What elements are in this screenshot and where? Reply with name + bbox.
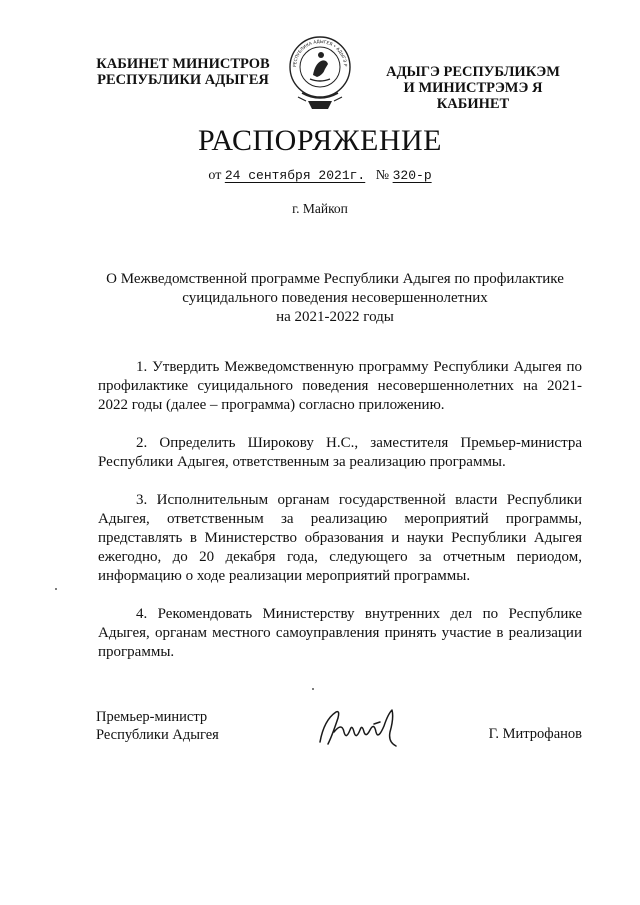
subject-line: на 2021-2022 годы: [276, 309, 394, 325]
date-number-line: [0, 168, 640, 184]
position-line: Премьер-министр: [96, 709, 208, 725]
city-line: г. Майкоп: [292, 201, 348, 216]
document-subject: [100, 270, 570, 327]
issuer-header-adyghe: [366, 64, 580, 112]
scan-speck: [312, 688, 314, 690]
issuer-line: И МИНИСТРЭМЭ Я КАБИНЕТ: [403, 80, 543, 112]
coat-of-arms-icon: [284, 31, 356, 117]
issuer-line: РЕСПУБЛИКИ АДЫГЕЯ: [97, 72, 269, 88]
paragraph-2: 2. Определить Широкову Н.С., заместителя Премьер-министра Республики Адыгея, ответственным за реализацию программы.: [98, 435, 582, 470]
signatory-position: [96, 708, 296, 744]
paragraph-1: 1. Утвердить Межведомственную программу Республики Адыгея по профилактике суицидального поведения несовершеннолетних на 2021-2022 годы (далее – программа) согласно приложению.: [98, 359, 582, 413]
subject-line: суицидального поведения несовершеннолетних: [182, 290, 488, 306]
signatory-name: Г. Митрофанов: [488, 726, 582, 742]
document-date: 24 сентября 2021г.: [224, 168, 366, 183]
issuer-line: КАБИНЕТ МИНИСТРОВ: [96, 56, 270, 72]
document-body: [98, 358, 582, 681]
position-line: Республики Адыгея: [96, 727, 219, 743]
document-title: РАСПОРЯЖЕНИЕ: [197, 124, 443, 157]
issuer-header-russian: [92, 56, 274, 88]
paragraph-4: 4. Рекомендовать Министерству внутренних дел по Республике Адыгея, органам местного самоуправления принять участие в реализации программы.: [98, 606, 582, 660]
date-prefix: от: [208, 168, 222, 183]
issuer-line: АДЫГЭ РЕСПУБЛИКЭМ: [386, 64, 560, 80]
subject-line: О Межведомственной программе Республики Адыгея по профилактике: [106, 271, 564, 287]
number-label: №: [375, 168, 390, 183]
handwritten-signature: [314, 702, 410, 750]
scan-speck: [55, 588, 57, 590]
document-number: 320-р: [392, 168, 432, 183]
emblem-ring-text: РЕСПУБЛИКА АДЫГЕЯ • АДЫГЭ Р: [292, 39, 348, 68]
paragraph-3: 3. Исполнительным органам государственной власти Республики Адыгея, ответственным за реализацию мероприятий программы, представлять в Министерство образования и науки Республики Адыгея ежегодно, до 20 декабря года, следующего за отчетным периодом, информацию о ходе реализации мероприятий программы.: [98, 492, 582, 584]
